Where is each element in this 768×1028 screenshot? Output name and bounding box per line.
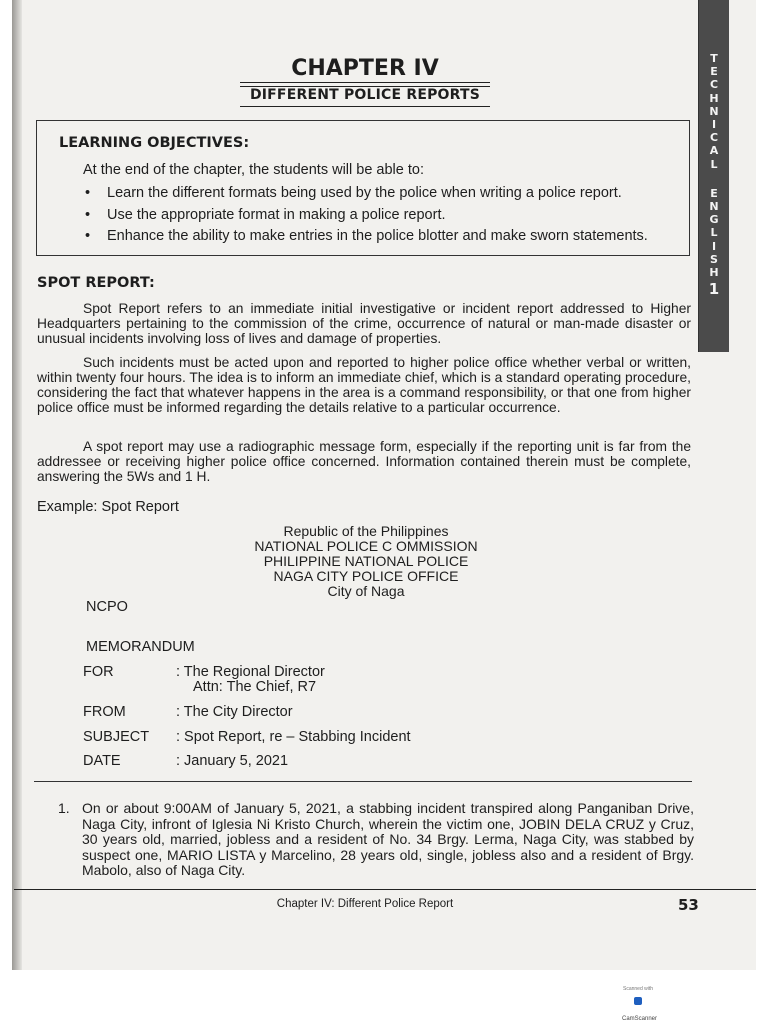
- paragraph-text: A spot report may use a radiographic message form, especially if the reporting unit is far from the addressee or receiving higher police office concerned. Information contained therein must be complete, answering the 5Ws and 1 H.: [37, 439, 691, 484]
- memorandum-label: MEMORANDUM: [86, 639, 195, 655]
- side-tab-letter: L: [710, 157, 718, 171]
- objective-item: • Enhance the ability to make entries in the police blotter and make sworn statements.: [83, 226, 648, 248]
- side-tab-letter: N: [709, 104, 719, 118]
- camscanner-icon: [634, 997, 642, 1005]
- side-tab-letter: G: [709, 213, 719, 227]
- paragraph-text: Such incidents must be acted upon and reported to higher police office whether verbal or written, within twenty four hours. The idea is to inform an immediate chief, which is a standard operating procedure, considering the fact that whatever happens in the area is a command responsibility, or that one from higher police office must be informed regarding the details relative to a particular occurrence.: [37, 355, 691, 415]
- side-tab-letter: I: [711, 118, 717, 132]
- letterhead-line: City of Naga: [327, 583, 405, 599]
- report-item: [58, 801, 694, 879]
- footer-rule: [14, 889, 756, 890]
- learning-objectives-box: [36, 120, 690, 256]
- example-label: Example: Spot Report: [37, 499, 179, 515]
- side-tab-letter: L: [710, 226, 718, 240]
- from-value: : The City Director: [176, 704, 293, 720]
- objectives-list: [83, 183, 648, 248]
- date-value: : January 5, 2021: [176, 753, 289, 769]
- side-tab-letter: I: [711, 239, 717, 253]
- side-tab-letter: N: [709, 200, 719, 214]
- letterhead-line: PHILIPPINE NATIONAL POLICE: [263, 553, 469, 569]
- letterhead-line: NATIONAL POLICE C OMMISSION: [254, 538, 478, 554]
- side-tab-letter: E: [710, 65, 718, 79]
- paragraph-text: Spot Report refers to an immediate initial investigative or incident report addressed to Higher Headquarters pertaining to the commission of the crime, occurrence of natural or man-made disaster or unusual incidents involving loss of lives and damage of properties.: [37, 301, 691, 346]
- item-number: 1.: [58, 800, 70, 816]
- spot-report-heading: SPOT REPORT:: [37, 275, 155, 291]
- for-label: FOR: [83, 664, 114, 680]
- binding-shadow: [12, 0, 22, 970]
- letterhead-line: NAGA CITY POLICE OFFICE: [273, 568, 459, 584]
- chapter-subtitle: DIFFERENT POLICE REPORTS: [249, 87, 481, 103]
- subject-value: : Spot Report, re – Stabbing Incident: [176, 729, 411, 745]
- side-tab-letter: A: [709, 144, 719, 158]
- date-label: DATE: [83, 753, 121, 769]
- scanner-watermark: [622, 986, 658, 1028]
- paragraph: [37, 355, 691, 415]
- page-number: 53: [678, 896, 699, 914]
- side-tab-letter: S: [710, 252, 718, 266]
- for-value: : The Regional Director: [176, 664, 325, 680]
- side-tab-number: 1: [708, 280, 720, 299]
- side-tab-letter: T: [710, 52, 718, 65]
- objective-item: • Use the appropriate format in making a police report.: [83, 205, 648, 227]
- office-code: NCPO: [86, 599, 128, 615]
- item-text: On or about 9:00AM of January 5, 2021, a stabbing incident transpired along Panganiban Drive, Naga City, infront of Iglesia Ni Kristo Church, wherein the victim one, JOBIN DELA CRUZ y Cruz, 30 years old, married, jobless and a resident of No. 34 Brgy. Lerma, Naga City, was stabbed by suspect one, MARIO LISTA y Marcelino, 28 years old, single, jobless also and a resident of Brgy. Mabolo, also of Naga City.: [82, 800, 694, 878]
- side-tab: [698, 0, 729, 352]
- paragraph: [37, 301, 691, 346]
- from-label: FROM: [83, 704, 126, 720]
- chapter-title: CHAPTER IV: [291, 56, 439, 81]
- memo-divider: [34, 781, 692, 782]
- side-tab-letter: H: [709, 91, 719, 105]
- letterhead: [220, 524, 512, 599]
- footer-text: Chapter IV: Different Police Report: [276, 898, 454, 910]
- letterhead-line: Republic of the Philippines: [283, 523, 449, 539]
- objectives-heading: LEARNING OBJECTIVES:: [59, 135, 250, 151]
- side-tab-letter: C: [709, 131, 719, 145]
- paragraph: [37, 439, 691, 484]
- side-tab-letter: H: [709, 266, 719, 280]
- scanner-brand: CamScanner: [622, 1015, 658, 1022]
- scanner-caption: Scanned with: [622, 986, 654, 992]
- for-value-attn: Attn: The Chief, R7: [193, 679, 317, 695]
- objective-item: • Learn the different formats being used by the police when writing a police report.: [83, 183, 648, 205]
- subject-label: SUBJECT: [83, 729, 150, 745]
- side-tab-letter: E: [710, 186, 718, 200]
- subtitle-rule: [240, 106, 490, 107]
- objectives-intro: At the end of the chapter, the students will be able to:: [83, 162, 424, 178]
- side-tab-letter: C: [709, 78, 719, 92]
